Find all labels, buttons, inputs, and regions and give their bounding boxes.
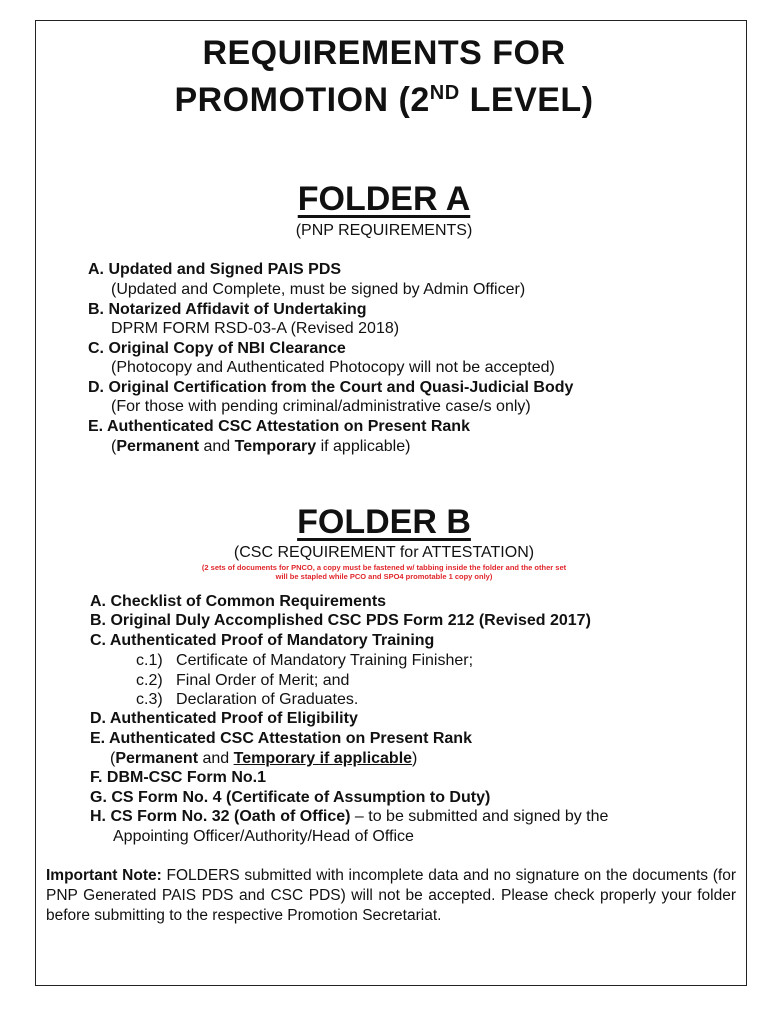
folder-b-sub-item-c2: c.2) Final Order of Merit; and — [136, 672, 350, 689]
folder-a-item-b-detail: DPRM FORM RSD-03-A (Revised 2018) — [111, 320, 400, 337]
folder-a-item-e: E. Authenticated CSC Attestation on Present Rank — [88, 418, 470, 435]
folder-a-item-d: D. Original Certification from the Court and Quasi-Judicial Body — [88, 379, 574, 396]
page-title-line2: PROMOTION (2ND LEVEL) — [174, 81, 594, 119]
folder-b-item-h: H. CS Form No. 32 (Oath of Office) – to be submitted and signed by the — [90, 808, 609, 825]
folder-b-item-a: A. Checklist of Common Requirements — [90, 593, 387, 610]
folder-a-item-c-detail: (Photocopy and Authenticated Photocopy will not be accepted) — [111, 359, 555, 376]
folder-b-item-e: E. Authenticated CSC Attestation on Present Rank — [90, 730, 472, 747]
folder-b-item-f: F. DBM-CSC Form No.1 — [90, 769, 266, 786]
folder-b-item-h-line2: Appointing Officer/Authority/Head of Office — [113, 828, 414, 845]
folder-b-sub-item-c3: c.3) Declaration of Graduates. — [136, 691, 359, 708]
folder-b-heading: FOLDER B — [297, 503, 471, 541]
important-note: Important Note: FOLDERS submitted with incomplete data and no signature on the documents (for PNP Generated PAIS PDS and CSC PDS) will not be accepted. Please check properly your folder before submitting to the respective Promotion Secretariat. — [46, 867, 736, 924]
folder-a-item-a-detail: (Updated and Complete, must be signed by Admin Officer) — [111, 281, 526, 298]
folder-a-item-a: A. Updated and Signed PAIS PDS — [88, 261, 342, 278]
folder-b-subheading: (CSC REQUIREMENT for ATTESTATION) — [233, 544, 535, 561]
folder-b-item-d: D. Authenticated Proof of Eligibility — [90, 710, 358, 727]
folder-a-item-b: B. Notarized Affidavit of Undertaking — [88, 301, 367, 318]
folder-b-sub-item-c1: c.1) Certificate of Mandatory Training Finisher; — [136, 652, 474, 669]
folder-a-heading: FOLDER A — [297, 180, 471, 218]
folder-b-red-note-line1: (2 sets of documents for PNCO, a copy must be fastened w/ tabbing inside the folder and the other set — [201, 563, 567, 572]
folder-b-item-e-detail: (Permanent and Temporary if applicable) — [110, 750, 418, 767]
folder-a-item-e-detail: (Permanent and Temporary if applicable) — [111, 438, 411, 455]
folder-b-item-b: B. Original Duly Accomplished CSC PDS Form 212 (Revised 2017) — [90, 612, 591, 629]
folder-a-item-c: C. Original Copy of NBI Clearance — [88, 340, 346, 357]
folder-b-red-note-line2: will be stapled while PCO and SPO4 promotable 1 copy only) — [275, 572, 493, 581]
folder-a-subheading: (PNP REQUIREMENTS) — [295, 222, 473, 239]
folder-b-item-g: G. CS Form No. 4 (Certificate of Assumption to Duty) — [90, 789, 491, 806]
folder-b-item-c: C. Authenticated Proof of Mandatory Training — [90, 632, 435, 649]
page-title-line1: REQUIREMENTS FOR — [202, 34, 566, 72]
folder-a-item-d-detail: (For those with pending criminal/administrative case/s only) — [111, 398, 531, 415]
